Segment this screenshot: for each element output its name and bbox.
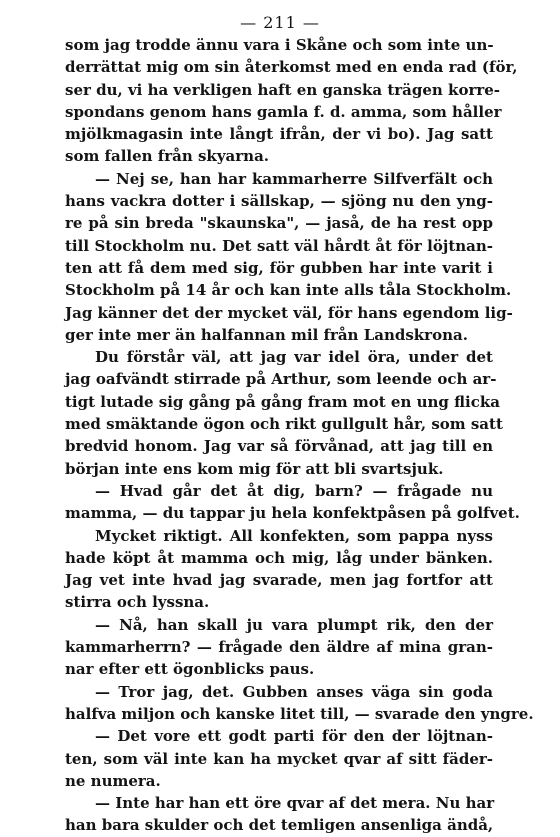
text-line: — Hvad går det åt dig, barn? — frågade nu	[95, 481, 493, 500]
text-line: derrättat mig om sin återkomst med en enda rad (för,	[65, 58, 518, 77]
text-line: re på sin breda "skaunska", — jaså, de ha rest opp	[65, 214, 493, 233]
text-line: halfva miljon och kanske litet till, — svarade den yngre.	[65, 704, 534, 723]
text-line: — Nej se, han har kammarherre Silfverfält och	[95, 169, 493, 188]
text-line: till Stockholm nu. Det satt väl hårdt åt för löjtnan-	[65, 236, 493, 255]
text-line: ne numera.	[65, 771, 161, 790]
text-line: stirra och lyssna.	[65, 593, 210, 612]
text-line: hans vackra dotter i sällskap, — sjöng nu den yng-	[65, 192, 493, 211]
text-line: Stockholm på 14 år och kan inte alls tåla Stockholm.	[65, 281, 512, 300]
page-number: — 211 —	[240, 13, 320, 32]
text-line: — Tror jag, det. Gubben anses väga sin goda	[95, 682, 493, 701]
text-line: — Nå, han skall ju vara plumpt rik, den der	[95, 615, 493, 634]
text-line: kammarherrn? — frågade den äldre af mina gran-	[65, 638, 493, 657]
text-line: ger inte mer än halfannan mil från Landskrona.	[65, 325, 468, 344]
text-line: som jag trodde ännu vara i Skåne och som inte un-	[65, 36, 494, 54]
text-line: början inte ens kom mig för att bli svartsjuk.	[65, 459, 444, 478]
text-line: bredvid honom. Jag var så förvånad, att jag till en	[65, 437, 493, 456]
body-text	[65, 34, 534, 837]
text-line: han bara skulder och det temligen ansenliga ändå,	[65, 816, 494, 835]
text-line: jag oafvändt stirrade på Arthur, som leende och ar-	[65, 370, 497, 389]
text-line: Du förstår väl, att jag var idel öra, under det	[95, 348, 493, 367]
text-line: mamma, — du tappar ju hela konfektpåsen på golfvet.	[65, 504, 520, 523]
text-line: — Inte har han ett öre qvar af det mera. Nu har	[95, 794, 495, 813]
text-line: Jag vet inte hvad jag svarade, men jag fortfor att	[65, 571, 493, 590]
text-line: mjölkmagasin inte långt ifrån, der vi bo). Jag satt	[65, 125, 493, 144]
text-line: med smäktande ögon och rikt gullgult hår, som satt	[65, 415, 503, 434]
text-line: Jag känner det der mycket väl, för hans egendom lig-	[65, 303, 513, 322]
text-line: nar efter ett ögonblicks paus.	[65, 660, 315, 679]
text-line: hade köpt åt mamma och mig, låg under bänken.	[65, 548, 493, 567]
text-line: tigt lutade sig gång på gång fram mot en ung flicka	[65, 392, 500, 411]
text-line: ten att få dem med sig, för gubben har inte varit i	[65, 258, 493, 277]
text-line: som fallen från skyarna.	[65, 147, 270, 166]
text-line: — Det vore ett godt parti för den der löjtnan-	[95, 727, 493, 746]
text-line: ten, som väl inte kan ha mycket qvar af sitt fäder-	[65, 749, 493, 768]
text-line: spondans genom hans gamla f. d. amma, som håller	[65, 102, 502, 121]
text-line: Mycket riktigt. All konfekten, som pappa nyss	[95, 526, 493, 545]
text-line: ser du, vi ha verkligen haft en ganska trägen korre-	[65, 80, 501, 99]
